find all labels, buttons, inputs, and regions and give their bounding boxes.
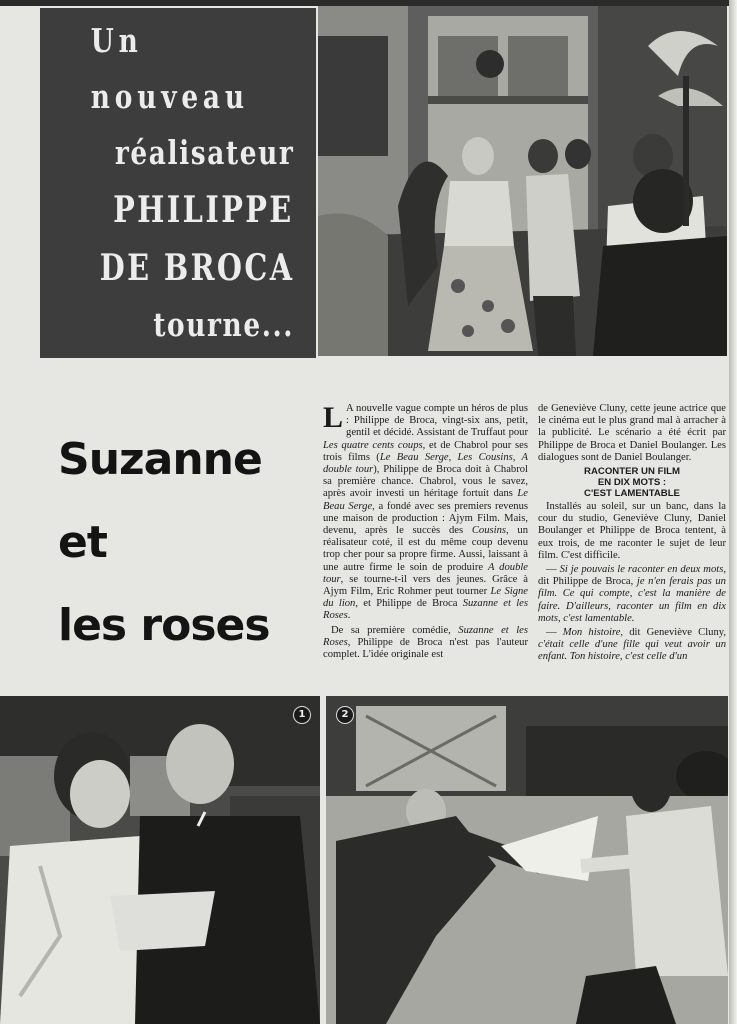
title-block — [40, 8, 316, 358]
drop-cap: L — [323, 401, 344, 434]
photo-number-1: 1 — [293, 706, 311, 724]
paragraph-1: L A nouvelle vague compte un héros de plus : Philippe de Broca, vingt-six ans, petit, gentil et décidé. Assistant de Truffaut pour Les quatre cents coups, et de Chabrol pour ses trois films (Le Beau Serge, Les Cousins, A double tour), Philippe de Broca doit à Chabrol sa première chance. Chabrol, vous le savez, après avoir investi un héritage fortuit dans Le Beau Serge, a fondé avec ses premiers revenus une maison de production : Ajym Film. Mais, devenu, après le succès des Cousins, un réalisateur coté, il est du même coup devenu trop cher pour sa propre firme. Aussi, laissant à une autre firme le soin de produire A double tour, se tourne-t-il vers des jeunes. Grâce à Ajym Film, Eric Rohmer peut tourner Le Signe du lion, et Philippe de Broca Suzanne et les Roses. — [323, 401, 529, 622]
section-subhead: RACONTER UN FILM EN DIX MOTS : C'EST LAMENTABLE — [584, 466, 680, 500]
bottom-photo-1 — [0, 696, 320, 1024]
paragraph-3: de Geneviève Cluny, cette jeune actrice que le cinéma eut le plus grand mal à arracher à la publicité. Le scénario a été écrit par Philippe de Broca et Daniel Boulanger. Les dialogues sont de Daniel Boulanger. — [538, 403, 726, 463]
title-line-1: Un nouveau — [90, 21, 249, 116]
article-column-1 — [323, 403, 528, 663]
title-line-5: tourne... — [153, 305, 294, 344]
top-photo — [318, 6, 727, 356]
photo-number-2: 2 — [336, 706, 354, 724]
paragraph-5: — Si je pouvais le raconter en deux mots, dit Philippe de Broca, je n'en ferais pas un film. Ce qui compte, c'est la manière de faire. D'ailleurs, raconter un film en dix mots, c'est lamentable. — [538, 564, 726, 624]
headline-line-1: Suzanne — [58, 434, 262, 485]
title-line-2: réalisateur — [114, 133, 294, 172]
paragraph-4: Installés au soleil, sur un banc, dans la cour du studio, Geneviève Cluny, Daniel Boulanger et Philippe de Broca tentent, à eux trois, de me raconter le sujet de leur film. C'est difficile. — [538, 501, 726, 561]
headline-line-3: les roses — [58, 600, 270, 651]
paragraph-6: — Mon histoire, dit Geneviève Cluny, c'était celle d'une fille qui veut avoir un enfant. Ton histoire, c'est celle d'un — [538, 627, 726, 663]
title-line-4: DE BROCA — [99, 247, 294, 289]
page-binding-edge — [729, 0, 737, 1024]
article-headline — [58, 418, 298, 667]
paragraph-2: De sa première comédie, Suzanne et les Roses, Philippe de Broca n'est pas l'auteur complet. L'idée originale est — [323, 624, 528, 661]
title-line-3: PHILIPPE — [113, 189, 294, 231]
article-column-2 — [538, 403, 726, 666]
headline-line-2: et — [58, 517, 107, 568]
bottom-photo-2 — [326, 696, 728, 1024]
